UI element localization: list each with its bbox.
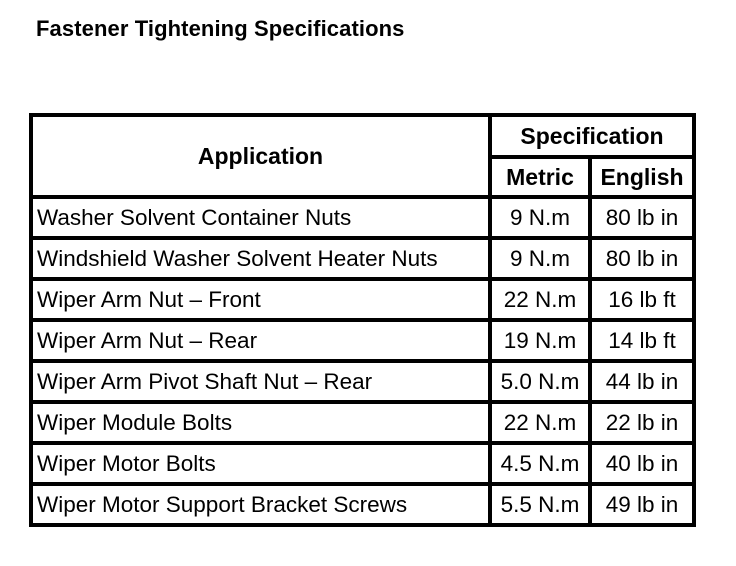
application-cell: Wiper Arm Pivot Shaft Nut – Rear <box>31 361 490 402</box>
table-row <box>31 197 694 238</box>
english-cell: 49 lb in <box>590 484 694 525</box>
application-cell: Wiper Arm Nut – Front <box>31 279 490 320</box>
metric-cell: 4.5 N.m <box>490 443 590 484</box>
metric-cell: 22 N.m <box>490 402 590 443</box>
metric-cell: 9 N.m <box>490 238 590 279</box>
column-header-english: English <box>590 157 694 197</box>
metric-cell: 22 N.m <box>490 279 590 320</box>
application-cell: Wiper Module Bolts <box>31 402 490 443</box>
metric-cell: 5.0 N.m <box>490 361 590 402</box>
application-cell: Wiper Motor Bolts <box>31 443 490 484</box>
english-cell: 80 lb in <box>590 197 694 238</box>
application-cell: Wiper Motor Support Bracket Screws <box>31 484 490 525</box>
application-cell: Windshield Washer Solvent Heater Nuts <box>31 238 490 279</box>
application-cell: Wiper Arm Nut – Rear <box>31 320 490 361</box>
table-row <box>31 279 694 320</box>
column-header-specification: Specification <box>490 115 694 157</box>
english-cell: 80 lb in <box>590 238 694 279</box>
metric-cell: 9 N.m <box>490 197 590 238</box>
table-row <box>31 320 694 361</box>
table-row <box>31 361 694 402</box>
fastener-spec-table <box>29 113 696 527</box>
table-row <box>31 238 694 279</box>
column-header-application: Application <box>31 115 490 197</box>
english-cell: 14 lb ft <box>590 320 694 361</box>
english-cell: 16 lb ft <box>590 279 694 320</box>
metric-cell: 5.5 N.m <box>490 484 590 525</box>
table-row <box>31 484 694 525</box>
english-cell: 22 lb in <box>590 402 694 443</box>
table-row <box>31 443 694 484</box>
application-cell: Washer Solvent Container Nuts <box>31 197 490 238</box>
page-title: Fastener Tightening Specifications <box>36 16 405 41</box>
column-header-metric: Metric <box>490 157 590 197</box>
metric-cell: 19 N.m <box>490 320 590 361</box>
english-cell: 40 lb in <box>590 443 694 484</box>
table-row <box>31 402 694 443</box>
english-cell: 44 lb in <box>590 361 694 402</box>
